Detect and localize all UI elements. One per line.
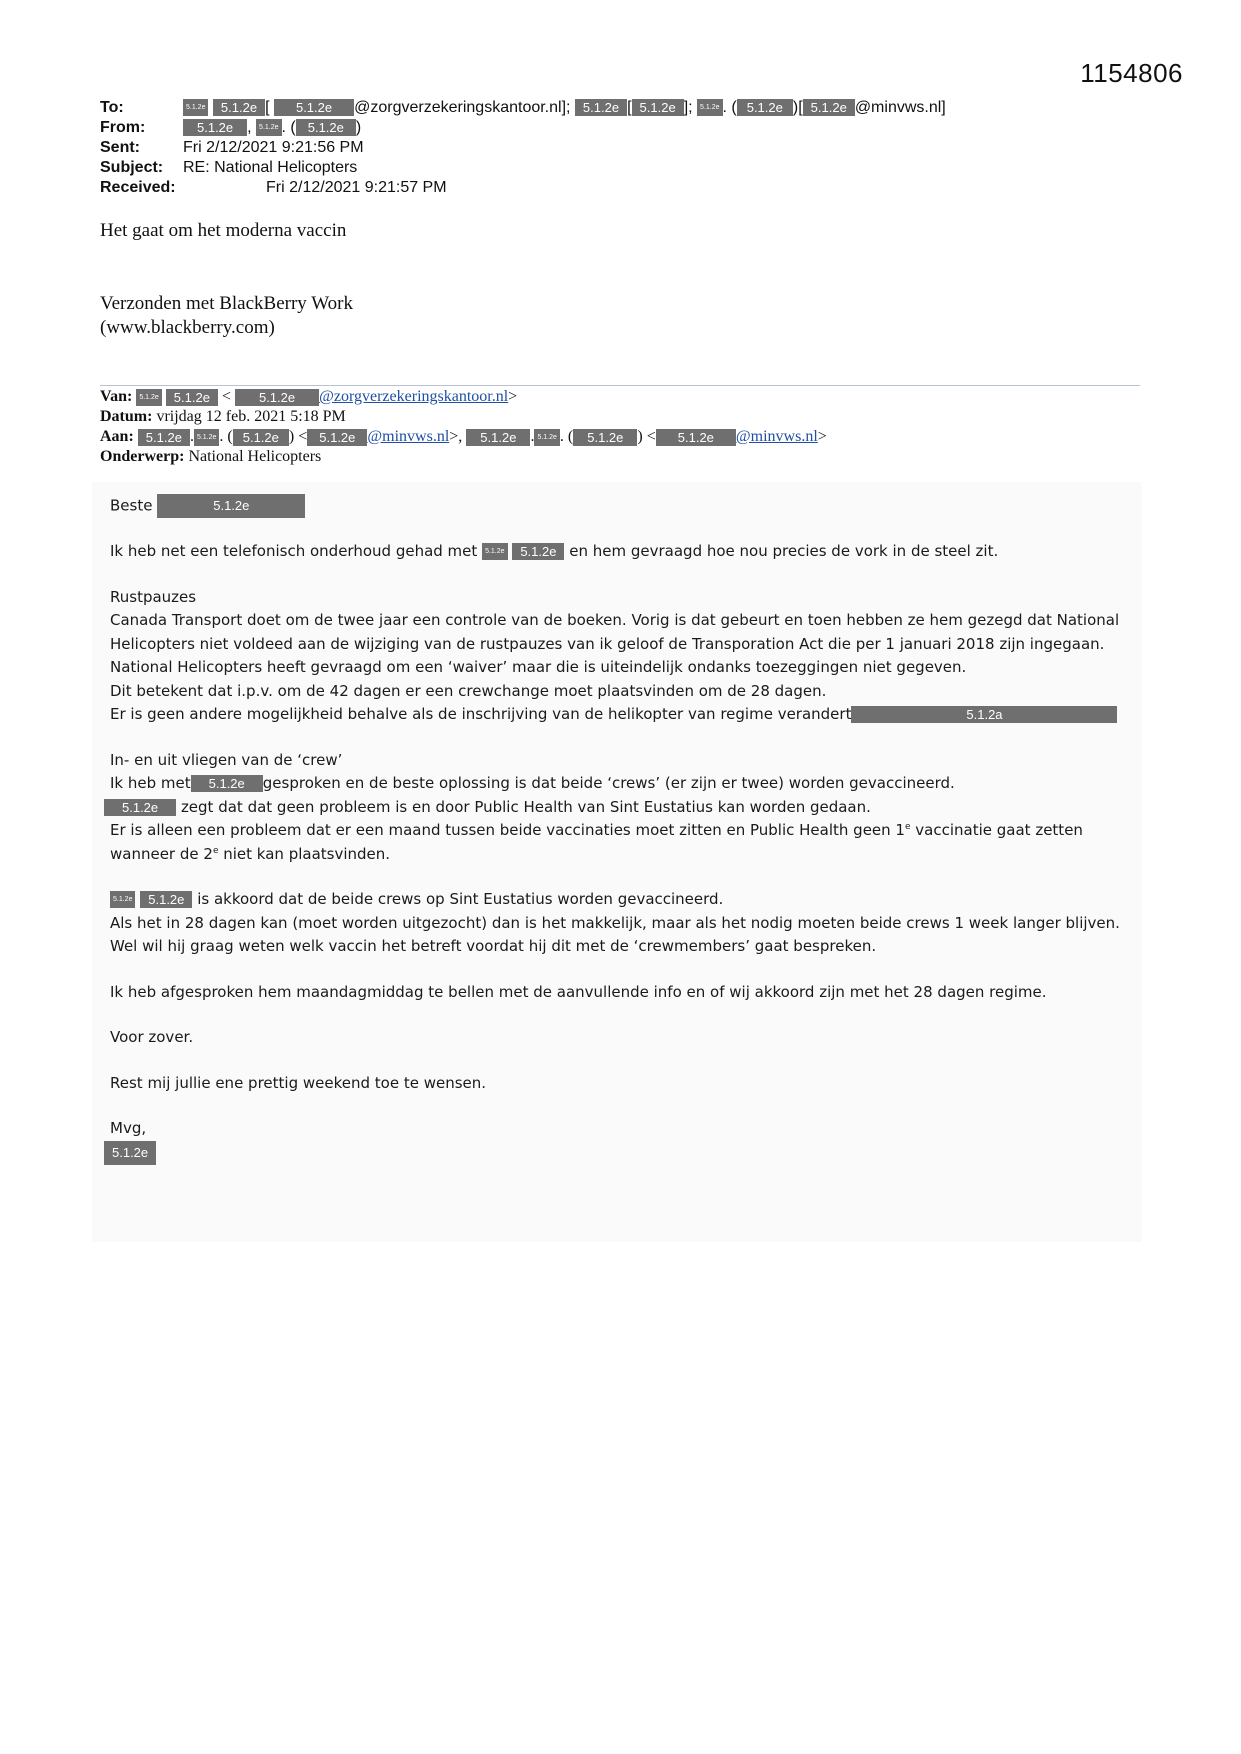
redaction: 5.1.2e <box>138 429 190 446</box>
paragraph: Wel wil hij graag weten welk vaccin het betreft voordat hij dit met de ‘crewmembers’ gaat bespreken. <box>110 937 877 955</box>
paragraph: Als het in 28 dagen kan (moet worden uitgezocht) dan is het makkelijk, maar als het nodig moeten beide crews 1 week langer blijven. <box>110 913 1120 932</box>
paragraph <box>104 796 1140 820</box>
received-row <box>100 178 946 198</box>
paragraph-weekend: Rest mij jullie ene prettig weekend toe te wensen. <box>110 1073 487 1092</box>
text: Ik heb met <box>110 774 191 792</box>
document-number: 1154806 <box>1080 58 1183 88</box>
sent-value: Fri 2/12/2021 9:21:56 PM <box>183 139 364 156</box>
paragraph <box>110 703 1140 727</box>
reply-text: Het gaat om het moderna vaccin <box>100 220 347 241</box>
from-label: From: <box>100 119 146 136</box>
greeting-text: Beste <box>110 496 153 515</box>
to-domain-1: @zorgverzekeringskantoor.nl]; <box>354 99 571 116</box>
redaction: 5.1.2e <box>183 119 247 136</box>
signature-line-2: (www.blackberry.com) <box>100 317 275 338</box>
datum-value: vrijdag 12 feb. 2021 5:18 PM <box>156 408 346 425</box>
redaction: 5.1.2e <box>575 99 627 116</box>
paragraph <box>110 888 1140 912</box>
paragraph-call: Ik heb afgesproken hem maandagmiddag te bellen met de aanvullende info en of wij akkoord zijn met het 28 dagen regime. <box>110 982 1047 1001</box>
divider <box>100 385 1140 386</box>
redaction: 5.1.2e <box>534 429 559 446</box>
redaction: 5.1.2e <box>307 429 367 446</box>
section-heading: Rustpauzes <box>110 587 197 606</box>
redaction: 5.1.2e <box>632 99 684 116</box>
paragraph-voor-zover: Voor zover. <box>110 1028 194 1046</box>
forwarded-header <box>100 387 827 467</box>
redaction: 5.1.2e <box>512 543 564 560</box>
van-label: Van: <box>100 388 133 405</box>
redaction: 5.1.2e <box>104 1141 156 1165</box>
aan-row: Aan: 5.1.2e . 5.1.2e . ( 5.1.2e ) < 5.1.2e @minvws.nl>, 5.1.2e . 5.1.2e . ( 5.1.2e ) < 5.1.2e @minvws.nl> <box>100 428 827 445</box>
superscript: e <box>212 845 219 856</box>
redaction: 5.1.2e <box>482 543 507 560</box>
reply-signature <box>100 292 353 340</box>
received-value: Fri 2/12/2021 9:21:57 PM <box>266 179 447 196</box>
paragraph: National Helicopters heeft gevraagd om een ‘waiver’ maar die is uiteindelijk ondanks toezeggingen niet gegeven. <box>110 658 967 676</box>
redaction: 5.1.2e <box>274 99 354 116</box>
redaction: 5.1.2e <box>233 429 289 446</box>
datum-label: Datum: <box>100 408 153 425</box>
to-row: To: 5.1.2e 5.1.2e [ 5.1.2e @zorgverzekeringskantoor.nl]; 5.1.2e [ 5.1.2e ]; 5.1.2e . ( 5.1.2e )[ 5.1.2e @minvws.nl] <box>100 99 946 116</box>
paragraph: Canada Transport doet om de twee jaar een controle van de boeken. Vorig is dat gebeurt en toen hebben ze hem gezegd dat National Helicopters niet voldeed aan de wijziging van de rustpauzes van ik geloof de Transporation Act die per 1 januari 2018 zijn ingegaan. <box>110 611 1120 653</box>
datum-row <box>100 407 827 427</box>
onderwerp-value: National Helicopters <box>188 448 322 465</box>
redaction: 5.1.2e <box>803 99 855 116</box>
redaction: 5.1.2e <box>573 429 637 446</box>
text: gesproken en de beste oplossing is dat beide ‘crews’ (er zijn er twee) worden gevaccineerd. <box>262 774 955 792</box>
subject-row <box>100 158 946 178</box>
onderwerp-row <box>100 447 827 467</box>
from-row: From: 5.1.2e , 5.1.2e . ( 5.1.2e ) <box>100 119 362 136</box>
redaction: 5.1.2a <box>851 706 1117 723</box>
text: vaccinatie gaat zetten wanneer de 2 <box>110 821 1083 863</box>
redaction: 5.1.2e <box>166 389 218 406</box>
closing: Mvg, <box>110 1119 147 1137</box>
message-body <box>110 494 1140 1165</box>
text: niet kan plaatsvinden. <box>218 844 391 863</box>
to-label: To: <box>100 99 124 116</box>
redaction: 5.1.2e <box>235 389 319 406</box>
text: Er is geen andere mogelijkheid behalve als de inschrijving van de helikopter van regime verandert <box>110 705 852 723</box>
section-heading: In- en uit vliegen van de ‘crew’ <box>110 750 343 769</box>
redaction: 5.1.2e <box>104 799 176 816</box>
sent-label: Sent: <box>100 139 140 156</box>
redaction: 5.1.2e <box>110 891 135 908</box>
redaction: 5.1.2e <box>191 775 263 792</box>
text: Ik heb net een telefonisch onderhoud gehad met <box>110 542 478 560</box>
subject-value: RE: National Helicopters <box>183 159 358 176</box>
section-rustpauzes <box>110 586 1140 727</box>
paragraph: Dit betekent dat i.p.v. om de 42 dagen er een crewchange moet plaatsvinden om de 28 dagen. <box>110 681 827 700</box>
redaction: 5.1.2e <box>136 389 161 406</box>
section-agreement <box>110 888 1140 959</box>
text: en hem gevraagd hoe nou precies de vork in de steel zit. <box>569 542 999 560</box>
sent-row <box>100 138 946 158</box>
redaction: 5.1.2e <box>256 119 281 136</box>
van-row: Van: 5.1.2e 5.1.2e < 5.1.2e @zorgverzekeringskantoor.nl> <box>100 388 518 405</box>
section-crew <box>110 749 1140 867</box>
redaction: 5.1.2e <box>213 99 265 116</box>
redaction: 5.1.2e <box>656 429 736 446</box>
aan-email-link-1[interactable]: @minvws.nl <box>367 428 450 445</box>
subject-label: Subject: <box>100 159 164 176</box>
redaction: 5.1.2e <box>737 99 793 116</box>
redaction: 5.1.2e <box>296 119 356 136</box>
closing-signature <box>110 1141 1140 1165</box>
signature-line-1: Verzonden met BlackBerry Work <box>100 293 353 314</box>
received-label: Received: <box>100 179 176 196</box>
greeting <box>110 494 1140 518</box>
redaction: 5.1.2e <box>140 891 192 908</box>
to-domain-2: @minvws.nl] <box>854 99 946 116</box>
email-header <box>100 98 946 198</box>
superscript: e <box>904 822 911 832</box>
redaction: 5.1.2e <box>157 494 305 518</box>
text: is akkoord dat de beide crews op Sint Eustatius worden gevaccineerd. <box>197 890 724 908</box>
aan-label: Aan: <box>100 428 134 445</box>
redaction: 5.1.2e <box>697 99 722 116</box>
redaction: 5.1.2e <box>194 429 219 446</box>
paragraph <box>110 819 1140 866</box>
onderwerp-label: Onderwerp: <box>100 448 185 465</box>
paragraph <box>110 772 1140 796</box>
aan-email-link-2[interactable]: @minvws.nl <box>735 428 818 445</box>
van-email-link[interactable]: @zorgverzekeringskantoor.nl <box>319 388 509 405</box>
paragraph-intro <box>110 540 1140 564</box>
text: zegt dat dat geen probleem is en door Public Health van Sint Eustatius kan worden gedaan. <box>180 797 871 816</box>
redaction: 5.1.2e <box>466 429 530 446</box>
text: Er is alleen een probleem dat er een maand tussen beide vaccinaties moet zitten en Public Health geen 1 <box>110 821 905 839</box>
redaction: 5.1.2e <box>183 99 208 116</box>
